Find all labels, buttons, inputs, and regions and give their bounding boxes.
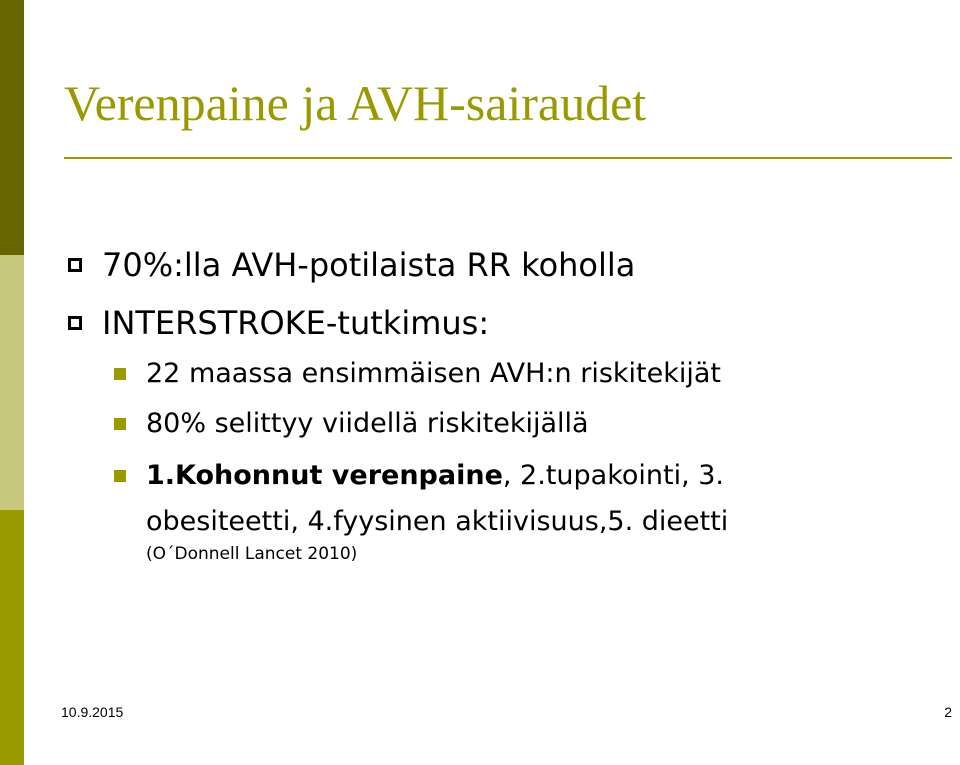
- sub-bullet-item: [114, 358, 721, 389]
- solid-square-bullet-icon: [114, 368, 126, 380]
- title-divider: [64, 157, 952, 159]
- risk-factors-continuation: obesiteetti, 4.fyysinen aktiivisuus,5. dieetti: [146, 506, 729, 537]
- sub-bullet-item: [114, 460, 724, 491]
- risk-factor-highlight: 1.Kohonnut verenpaine: [146, 460, 503, 491]
- bullet-text: 70%:lla AVH-potilaista RR koholla: [102, 246, 636, 284]
- side-strip-light: [0, 255, 24, 510]
- bullet-text: INTERSTROKE-tutkimus:: [102, 304, 490, 342]
- sub-bullet-text: 80% selittyy viidellä riskitekijällä: [146, 408, 589, 439]
- sub-bullet-text: 22 maassa ensimmäisen AVH:n riskitekijät: [146, 358, 721, 389]
- page-number: 2: [944, 704, 952, 720]
- risk-factors-line: [146, 460, 724, 491]
- bullet-item: [68, 304, 489, 342]
- solid-square-bullet-icon: [114, 470, 126, 482]
- risk-factor-rest: , 2.tupakointi, 3.: [502, 460, 725, 491]
- side-strip-dark: [0, 0, 24, 255]
- side-strip-olive: [0, 510, 24, 765]
- solid-square-bullet-icon: [114, 418, 126, 430]
- bullet-item: [68, 246, 635, 284]
- footer-date: 10.9.2015: [61, 704, 124, 720]
- citation: (O´Donnell Lancet 2010): [146, 544, 358, 564]
- hollow-square-bullet-icon: [68, 258, 82, 272]
- sub-bullet-item: [114, 408, 589, 439]
- slide-title: Verenpaine ja AVH-sairaudet: [64, 75, 647, 131]
- hollow-square-bullet-icon: [68, 316, 82, 330]
